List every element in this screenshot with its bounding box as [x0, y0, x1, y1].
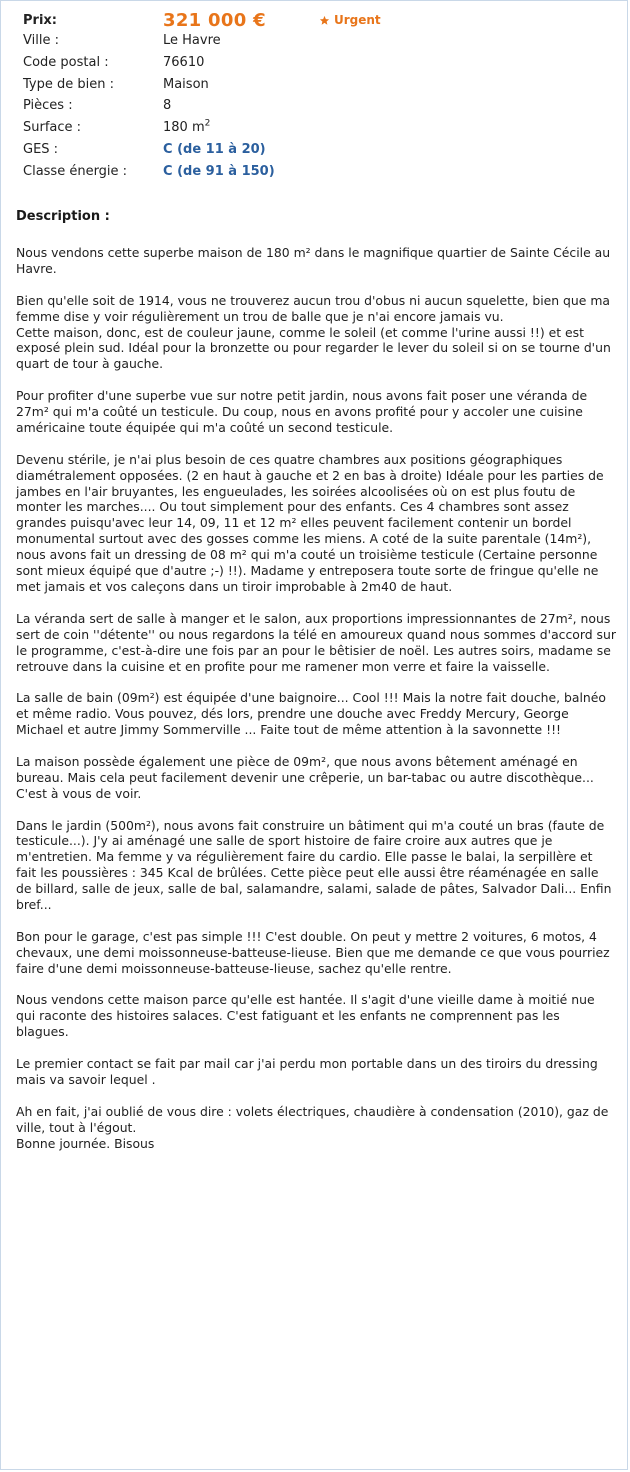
field-label: Pièces :	[23, 98, 73, 114]
description-paragraph: Nous vendons cette maison parce qu'elle est hantée. Il s'agit d'une vieille dame à moitié nue qui raconte des histoires salaces. C'est fatiguant et les enfants ne comprennent pas les blagues.	[16, 992, 595, 1040]
description-paragraph: La véranda sert de salle à manger et le salon, aux proportions impressionnantes de 27m², nous sert de coin ''détente'' ou nous regardons la télé en amoureux quand nous sommes d'accord sur le programme, c'est-à-dire une fois par an pour le bêtisier de noël. Les autres soirs, madame se retrouve dans la cuisine et en profite pour me ramener mon verre et faire la vaisselle.	[16, 610, 616, 674]
field-row-ges	[23, 142, 613, 164]
description-paragraph: Bien qu'elle soit de 1914, vous ne trouverez aucun trou d'obus ni aucun squelette, bien que ma femme dise y voir régulièrement un trou de balle que je n'ai encore jamais vu. Cette maison, donc, est de couleur jaune, comme le soleil (et comme l'urine aussi !!) et est exposé plein sud. Idéal pour la bronzette ou pour regarder le lever du soleil si on se tourne d'un quart de tour à gauche.	[16, 292, 611, 372]
description-paragraph: Ah en fait, j'ai oublié de vous dire : volets électriques, chaudière à condensation (2010), gaz de ville, tout à l'égout. Bonne journée. Bisous	[16, 1103, 609, 1151]
field-value: 8	[163, 98, 172, 114]
description-paragraph: Devenu stérile, je n'ai plus besoin de ces quatre chambres aux positions géographiques diamétralement opposées. (2 en haut à gauche et 2 en bas à droite) Idéale pour les parties de jambes en l'air bruyantes, les engueulades, les soirées alcoolisées où on est plus foutu de monter les marches.... Ou tout simplement pour des enfants. Ces 4 chambres sont assez grandes puisqu'avec leur 14, 09, 11 et 12 m² elles peuvent facilement contenir un bordel monumental surtout avec des gosses comme les miens. A coté de la suite parentale (14m²), nous avons fait un dressing de 08 m² qui m'a couté un troisième testicule (Certaine personne sont mieux équipé que d'autre ;-) !!). Madame y entreposera toute sorte de fringue qu'elle ne met jamais et vos caleçons dans un tiroir improbable à 2m40 de haut.	[16, 451, 604, 594]
field-row-classe-energie	[23, 164, 613, 186]
field-value	[163, 120, 210, 135]
field-value: Le Havre	[163, 33, 221, 48]
urgent-badge	[319, 13, 381, 27]
field-row-pieces	[23, 98, 613, 120]
star-icon	[319, 15, 330, 26]
field-row-type-de-bien	[23, 77, 613, 99]
field-label: Surface :	[23, 120, 82, 136]
field-value: 76610	[163, 54, 205, 70]
field-label: Type de bien :	[23, 76, 114, 92]
field-label: GES :	[23, 141, 59, 157]
field-label: Code postal :	[23, 54, 109, 70]
description-paragraph: Bon pour le garage, c'est pas simple !!! C'est double. On peut y mettre 2 voitures, 6 motos, 4 chevaux, une demi moissonneuse-batteuse-lieuse. Bien que me demande ce que vous pourriez faire d'une demi moissonneuse-batteuse-lieuse, sachez qu'elle rentre.	[16, 928, 610, 976]
description-paragraph: La salle de bain (09m²) est équipée d'une baignoire... Cool !!! Mais la notre fait douche, balnéo et même radio. Vous pouvez, dés lors, prendre une douche avec Freddy Mercury, George Michael et autre Jimmy Sommerville ... Faite tout de même attention à la savonnette !!!	[16, 690, 606, 738]
urgent-label: Urgent	[334, 13, 381, 27]
price-label: Prix:	[23, 12, 57, 28]
description-title: Description :	[16, 209, 110, 224]
listing-details	[23, 7, 613, 186]
description-paragraph: Nous vendons cette superbe maison de 180 m² dans le magnifique quartier de Sainte Cécile au Havre.	[16, 245, 611, 276]
ges-value: C (de 11 à 20)	[163, 141, 266, 157]
field-row-surface	[23, 120, 613, 142]
energy-class-value: C (de 91 à 150)	[163, 163, 275, 179]
field-label: Ville :	[23, 33, 59, 48]
surface-number: 180 m	[163, 120, 205, 136]
price-value: 321 000 €	[163, 9, 266, 31]
description-paragraph: Pour profiter d'une superbe vue sur notre petit jardin, nous avons fait poser une véranda de 27m² qui m'a coûté un testicule. Du coup, nous en avons profité pour y accoler une cuisine américaine toute équipée qui m'a coûté un second testicule.	[16, 388, 588, 435]
description-paragraph: Le premier contact se fait par mail car j'ai perdu mon portable dans un des tiroirs du dressing mais va savoir lequel .	[16, 1056, 598, 1087]
surface-unit-exponent: 2	[204, 118, 211, 129]
field-row-code-postal	[23, 55, 613, 77]
description-paragraph: La maison possède également une pièce de 09m², que nous avons bêtement aménagé en bureau. Mais cela peut facilement devenir une crêperie, un bar-tabac ou autre discothèque... C'est à vous de voir.	[16, 753, 594, 801]
field-label: Classe énergie :	[23, 163, 128, 179]
field-value: Maison	[163, 76, 209, 92]
description-paragraph: Dans le jardin (500m²), nous avons fait construire un bâtiment qui m'a couté un bras (faute de testicule...). J'y ai aménagé une salle de sport histoire de faire croire aux autres que je m'entretien. Ma femme y va régulièrement faire du cardio. Elle passe le balai, la serpillère et fait les poussières : 345 Kcal de brûlées. Cette pièce peut elle aussi être réaménagée en salle de billard, salle de jeux, salle de bal, salamandre, salami, salade de pâtes, Salvador Dali... Enfin bref...	[16, 817, 612, 913]
field-row-ville	[23, 33, 613, 55]
price-row	[23, 7, 613, 33]
description-body	[16, 245, 616, 1167]
